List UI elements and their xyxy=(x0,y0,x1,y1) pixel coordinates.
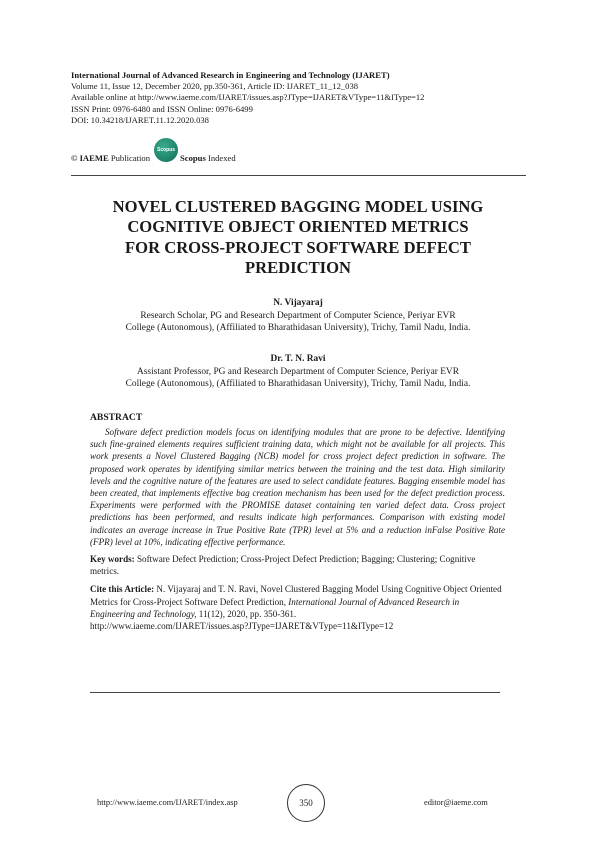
publisher-publication: Publication xyxy=(110,153,151,163)
author-affiliation: College (Autonomous), (Affiliated to Bharathidasan University), Trichy, Tamil Nadu, India. xyxy=(125,379,471,390)
title-line: PREDICTION xyxy=(244,258,352,278)
keywords-text: Software Defect Prediction; Cross-Project Defect Prediction; Bagging; Clustering; Cognitive metrics. xyxy=(90,554,476,577)
author-affiliation: Research Scholar, PG and Research Department of Computer Science, Periyar EVR xyxy=(140,310,456,321)
available-online: Available online at http://www.iaeme.com/IJARET/issues.asp?JType=IJARET&VType=11&IType=12 xyxy=(71,92,425,103)
citation-url-link[interactable]: http://www.iaeme.com/IJARET/issues.asp?JType=IJARET&VType=11&IType=12 xyxy=(90,621,394,632)
title-line: FOR CROSS-PROJECT SOFTWARE DEFECT xyxy=(125,237,471,257)
citation-journal: International Journal of Advanced Research in Engineering and Technology, xyxy=(90,596,460,619)
scopus-label: Scopus xyxy=(180,153,206,163)
title-line: COGNITIVE OBJECT ORIENTED METRICS xyxy=(127,217,469,237)
journal-title: International Journal of Advanced Research in Engineering and Technology (IJARET) xyxy=(71,70,390,80)
header-divider xyxy=(71,175,526,176)
footer-email-link[interactable]: editor@iaeme.com xyxy=(424,798,488,807)
citation-text: N. Vijayaraj and T. N. Ravi, Novel Clustered Bagging Model Using Cognitive Object Oriented Metrics for Cross-Project Software Defect Prediction, xyxy=(90,584,502,607)
page-number: 350 xyxy=(287,784,325,822)
title-line: NOVEL CLUSTERED BAGGING MODEL USING xyxy=(112,197,484,216)
footer-url-link[interactable]: http://www.iaeme.com/IJARET/index.asp xyxy=(97,798,238,807)
keywords-label: Key words: xyxy=(90,554,135,565)
indexed-label: Indexed xyxy=(207,153,236,163)
doi-info: DOI: 10.34218/IJARET.11.12.2020.038 xyxy=(71,114,209,125)
journal-header xyxy=(71,70,541,126)
scopus-logo-text: Scopus xyxy=(156,147,176,153)
abstract-section xyxy=(90,412,505,632)
citation-details: 11(12), 2020, pp. 350-361. xyxy=(198,608,297,619)
abstract-text: Software defect prediction models focus on identifying modules that are prone to be defective. Identifying such fine-grained elements requires sufficient training data, which might not be available for all projects. This work presents a Novel Clustered Bagging (NCB) model for cross project defect prediction in software. The proposed work operates by identifying similar metrics between the training and the test data. High similarity levels and the cognitive nature of the features are used to select candidate features. Bagging ensemble model has been created, that implements effective bag creation mechanism has been used for the defect prediction process. Experiments were performed with the PROMISE dataset containing ten varied defect data. Cross project predictions has been performed, and results indicate high performances. Comparison with existing model indicates an average increase in True Positive Rate (TPR) level at 5% and a reduction inFalse Positive Rate (FPR) level at 10%, indicating effective performance. xyxy=(90,427,505,547)
abstract-heading: ABSTRACT xyxy=(90,412,143,423)
citation-label: Cite this Article: xyxy=(90,584,155,595)
issn-info: ISSN Print: 0976-6480 and ISSN Online: 0976-6499 xyxy=(71,103,253,114)
scopus-logo-icon xyxy=(154,138,178,162)
publisher-line xyxy=(71,146,236,170)
citation-divider xyxy=(90,692,500,693)
keywords xyxy=(90,553,505,577)
paper-title xyxy=(60,197,536,279)
author-block xyxy=(60,297,536,335)
author-affiliation: Assistant Professor, PG and Research Department of Computer Science, Periyar EVR xyxy=(137,366,459,377)
author-affiliation: College (Autonomous), (Affiliated to Bharathidasan University), Trichy, Tamil Nadu, India. xyxy=(125,323,471,334)
citation xyxy=(90,583,505,632)
author-block xyxy=(60,353,536,391)
volume-info: Volume 11, Issue 12, December 2020, pp.350-361, Article ID: IJARET_11_12_038 xyxy=(71,81,359,92)
author-name: N. Vijayaraj xyxy=(273,298,323,308)
author-name: Dr. T. N. Ravi xyxy=(270,354,326,364)
publisher-copyright: © IAEME xyxy=(71,153,109,163)
